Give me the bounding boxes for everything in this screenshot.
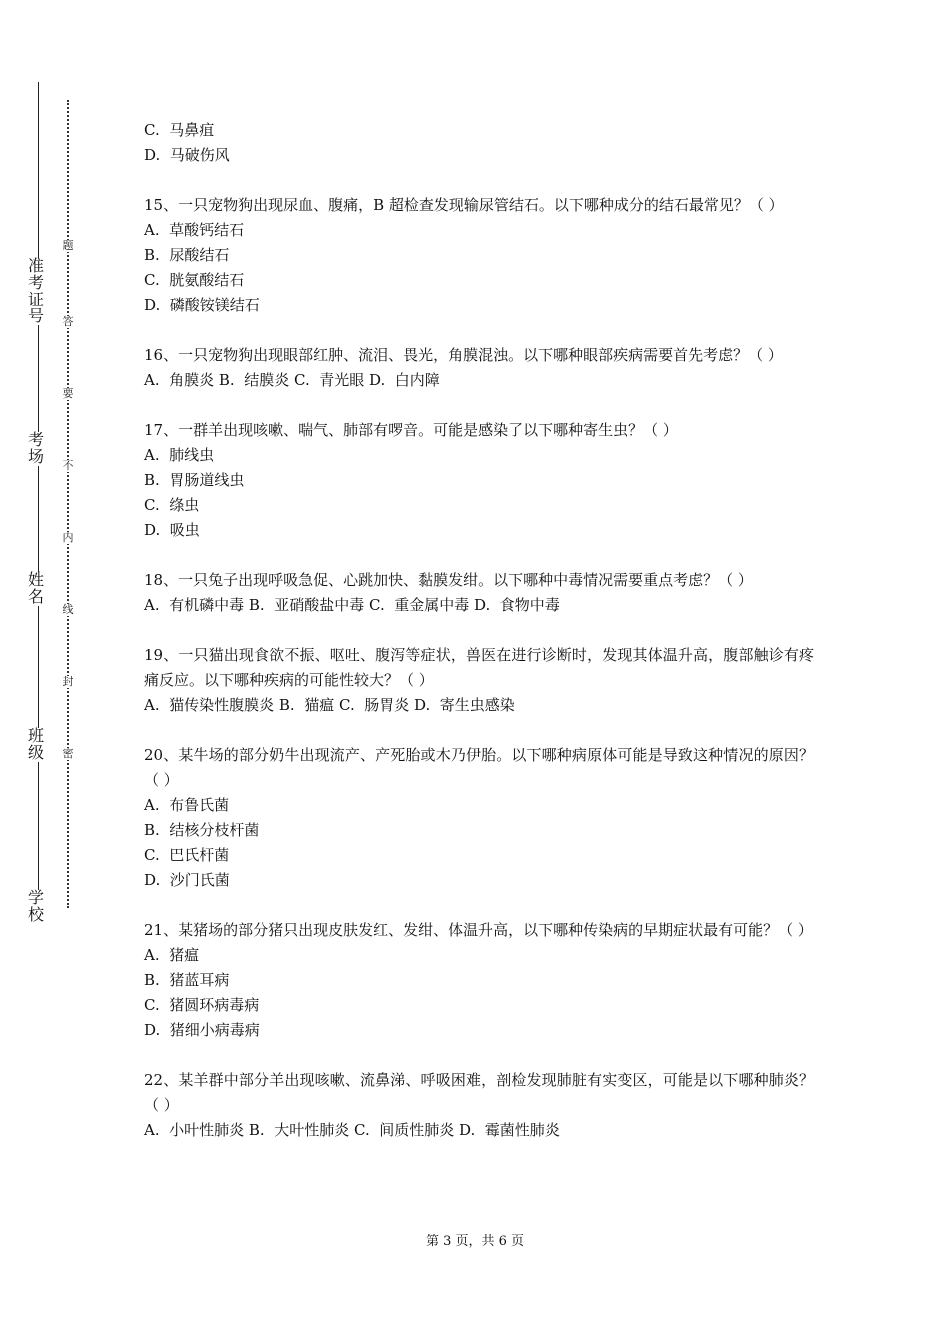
option: C. 猪圆环病毒病: [144, 996, 260, 1014]
question-text: 19、一只猫出现食欲不振、呕吐、腹泻等症状，兽医在进行诊断时，发现其体温升高，腹部触诊有疼痛反应。以下哪种疾病的可能性较大？（ ）: [144, 646, 814, 689]
margin-label-name: 姓 名: [22, 572, 50, 606]
question-21: [144, 918, 814, 1043]
option: C. 马鼻疽: [144, 121, 215, 139]
option: B. 尿酸结石: [144, 246, 230, 264]
question-text: 15、一只宠物狗出现尿血、腹痛，B 超检查发现输尿管结石。以下哪种成分的结石最常见？（ ）: [144, 196, 784, 214]
question-15: [144, 193, 814, 318]
question-20: [144, 743, 814, 893]
option: A. 肺线虫: [144, 446, 215, 464]
options-inline: A. 小叶性肺炎 B. 大叶性肺炎 C. 间质性肺炎 D. 霉菌性肺炎: [144, 1121, 560, 1139]
seal-char: 题: [60, 240, 76, 252]
option: C. 胱氨酸结石: [144, 271, 245, 289]
question-text: 22、某羊群中部分羊出现咳嗽、流鼻涕、呼吸困难，剖检发现肺脏有实变区，可能是以下哪种肺炎？（ ）: [144, 1071, 814, 1114]
options-inline: A. 角膜炎 B. 结膜炎 C. 青光眼 D. 白内障: [144, 371, 440, 389]
question-18: [144, 568, 814, 618]
question-19: [144, 643, 814, 718]
margin-label-exam-number: 准 考 证 号: [22, 258, 50, 325]
seal-char: 答: [60, 316, 76, 328]
question-text: 18、一只兔子出现呼吸急促、心跳加快、黏膜发绀。以下哪种中毒情况需要重点考虑？（ ）: [144, 571, 753, 589]
question-22: [144, 1068, 814, 1143]
question-14-continued: [144, 118, 814, 168]
question-list: [144, 118, 814, 1168]
option: A. 猪瘟: [144, 946, 200, 964]
seal-char: 线: [60, 604, 76, 616]
question-17: [144, 418, 814, 543]
question-16: [144, 343, 814, 393]
seal-char: 要: [60, 388, 76, 400]
seal-dotted-line: [67, 100, 69, 908]
option: B. 胃肠道线虫: [144, 471, 245, 489]
option: D. 磷酸铵镁结石: [144, 296, 260, 314]
question-text: 20、某牛场的部分奶牛出现流产、产死胎或木乃伊胎。以下哪种病原体可能是导致这种情况的原因？（ ）: [144, 746, 814, 789]
seal-char: 密: [60, 748, 76, 760]
option: C. 巴氏杆菌: [144, 846, 230, 864]
option: C. 绦虫: [144, 496, 200, 514]
option: D. 沙门氏菌: [144, 871, 230, 889]
option: D. 猪细小病毒病: [144, 1021, 260, 1039]
question-text: 21、某猪场的部分猪只出现皮肤发红、发绀、体温升高，以下哪种传染病的早期症状最有可能？（ ）: [144, 921, 813, 939]
option: A. 布鲁氏菌: [144, 796, 230, 814]
option: A. 草酸钙结石: [144, 221, 245, 239]
binding-margin: [0, 0, 90, 1344]
margin-label-school: 学 校: [22, 890, 50, 924]
margin-label-exam-room: 考 场: [22, 432, 50, 466]
option: B. 猪蓝耳病: [144, 971, 230, 989]
seal-char: 内: [60, 532, 76, 544]
option: D. 吸虫: [144, 521, 200, 539]
option: D. 马破伤风: [144, 146, 230, 164]
question-text: 17、一群羊出现咳嗽、喘气、肺部有啰音。可能是感染了以下哪种寄生虫？（ ）: [144, 421, 678, 439]
question-text: 16、一只宠物狗出现眼部红肿、流泪、畏光，角膜混浊。以下哪种眼部疾病需要首先考虑？（ ）: [144, 346, 783, 364]
option: B. 结核分枝杆菌: [144, 821, 260, 839]
seal-char: 不: [60, 460, 76, 472]
options-inline: A. 猫传染性腹膜炎 B. 猫瘟 C. 肠胃炎 D. 寄生虫感染: [144, 696, 515, 714]
page-footer: 第 3 页，共 6 页: [425, 1234, 525, 1249]
binding-line: [38, 82, 39, 922]
margin-label-class: 班 级: [22, 728, 50, 762]
options-inline: A. 有机磷中毒 B. 亚硝酸盐中毒 C. 重金属中毒 D. 食物中毒: [144, 596, 560, 614]
seal-char: 封: [60, 676, 76, 688]
